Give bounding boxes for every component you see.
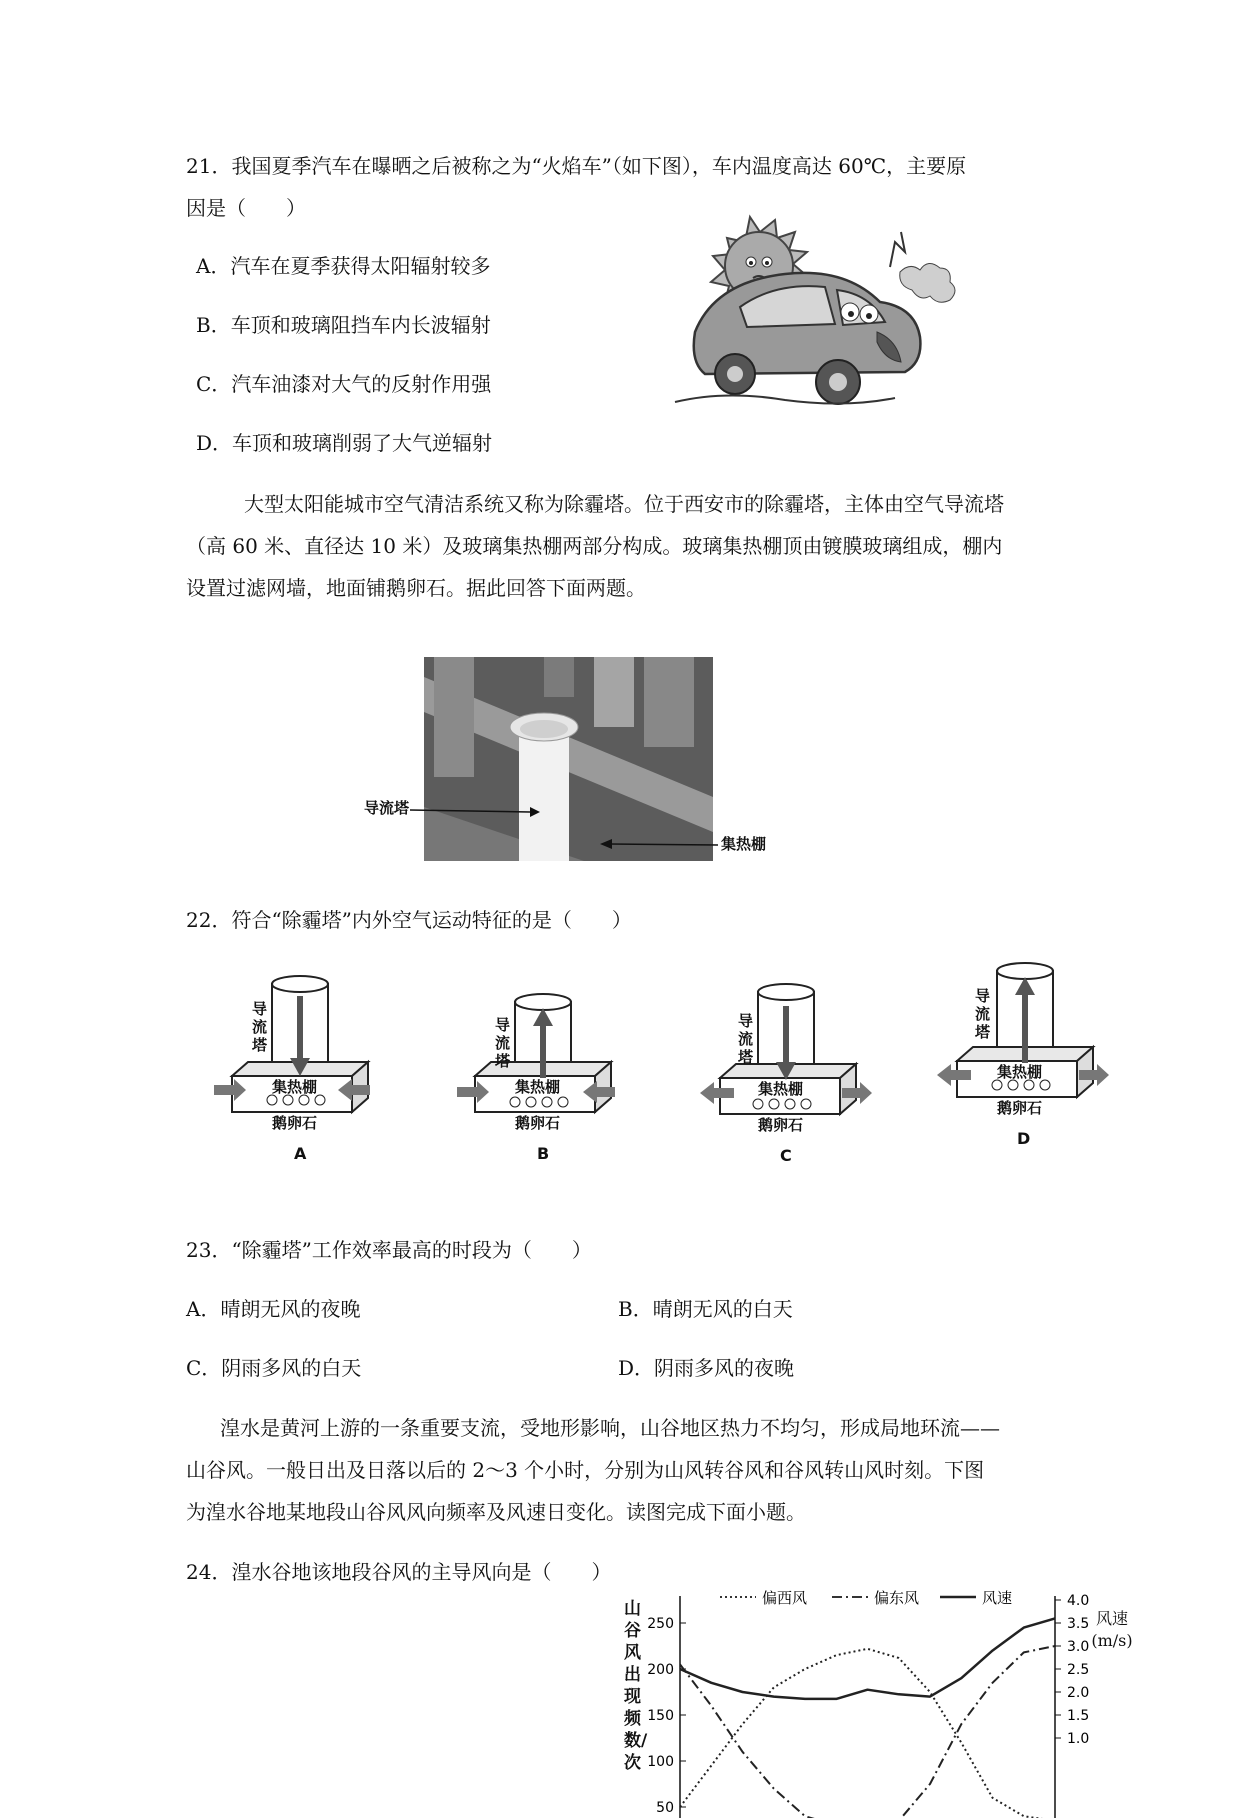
right-tick-label: 3.5 xyxy=(1067,1616,1090,1632)
q23-stem: 23．“除霾塔”工作效率最高的时段为（ ） xyxy=(186,1238,592,1262)
left-axis-label: 山谷风出现频数/次 xyxy=(624,1599,648,1773)
right-tick-label: 1.5 xyxy=(1067,1708,1090,1724)
diagram-c-tower-label: 导流塔 xyxy=(738,1012,754,1066)
diagram-d-letter: D xyxy=(1017,1129,1031,1148)
right-tick-label: 2.0 xyxy=(1067,1685,1090,1701)
q21-option-d: D．车顶和玻璃削弱了大气逆辐射 xyxy=(196,431,493,455)
diagram-a-letter: A xyxy=(294,1144,307,1163)
left-tick-label: 50 xyxy=(656,1800,674,1816)
left-tick-label: 200 xyxy=(647,1662,674,1678)
q22-diagram-c xyxy=(700,980,870,1180)
q21-stem-line1: 21．我国夏季汽车在曝晒之后被称之为“火焰车”（如下图），车内温度高达 60℃，主要原 xyxy=(186,154,967,178)
passage1-line1: 大型太阳能城市空气清洁系统又称为除霾塔。位于西安市的除霾塔，主体由空气导流塔 xyxy=(244,492,1004,516)
shed-label-arrow xyxy=(600,830,720,860)
passage1-line3: 设置过滤网墙，地面铺鹅卵石。据此回答下面两题。 xyxy=(186,576,646,600)
legend-speed: 风速 xyxy=(982,1589,1013,1607)
diagram-a-pebble-label: 鹅卵石 xyxy=(272,1114,318,1132)
q23-option-c: C．阴雨多风的白天 xyxy=(186,1356,362,1380)
diagram-b-shed-label: 集热棚 xyxy=(515,1078,561,1096)
diagram-b-pebble-label: 鹅卵石 xyxy=(515,1114,561,1132)
q21-option-b: B．车顶和玻璃阻挡车内长波辐射 xyxy=(196,313,491,337)
q23-option-b: B．晴朗无风的白天 xyxy=(618,1297,793,1321)
diagram-a-shed-label: 集热棚 xyxy=(272,1078,318,1096)
right-tick-label: 3.0 xyxy=(1067,1639,1090,1655)
q22-stem: 22．符合“除霾塔”内外空气运动特征的是（ ） xyxy=(186,908,632,932)
diagram-d-pebble-label: 鹅卵石 xyxy=(997,1099,1043,1117)
series-line-1 xyxy=(680,1649,1055,1818)
diagram-d-shed-label: 集热棚 xyxy=(997,1063,1043,1081)
series-line-3 xyxy=(680,1618,1055,1699)
legend-east: 偏东风 xyxy=(874,1589,920,1607)
legend-west: 偏西风 xyxy=(762,1589,808,1607)
diagram-d-tower-label: 导流塔 xyxy=(975,987,991,1041)
q23-option-d: D．阴雨多风的夜晚 xyxy=(618,1356,795,1380)
shed-label: 集热棚 xyxy=(721,835,767,853)
series-line-2 xyxy=(680,1646,1055,1818)
q21-option-a: A．汽车在夏季获得太阳辐射较多 xyxy=(196,254,491,278)
right-tick-label: 1.0 xyxy=(1067,1731,1090,1747)
diagram-c-pebble-label: 鹅卵石 xyxy=(758,1116,804,1134)
tower-label: 导流塔 xyxy=(364,799,410,817)
diagram-b-tower-label: 导流塔 xyxy=(495,1016,511,1070)
q21-option-c: C．汽车油漆对大气的反射作用强 xyxy=(196,372,492,396)
hot-car-illustration xyxy=(665,212,965,422)
passage1-line2: （高 60 米、直径达 10 米）及玻璃集热棚两部分构成。玻璃集热棚顶由镀膜玻璃组成，棚内 xyxy=(186,534,1003,558)
left-tick-label: 250 xyxy=(647,1616,674,1632)
passage2-line1: 湟水是黄河上游的一条重要支流，受地形影响，山谷地区热力不均匀，形成局地环流—— xyxy=(220,1416,1000,1440)
right-axis-label: 风速(m/s) xyxy=(1091,1609,1133,1650)
chart-legend xyxy=(720,1589,1012,1607)
q22-diagram-d xyxy=(935,965,1105,1165)
diagram-c-letter: C xyxy=(780,1146,792,1165)
passage2-line2: 山谷风。一般日出及日落以后的 2～3 个小时，分别为山风转谷风和谷风转山风时刻。下图 xyxy=(186,1458,985,1482)
valley-wind-chart xyxy=(620,1578,1140,1816)
passage2-line3: 为湟水谷地某地段山谷风风向频率及风速日变化。读图完成下面小题。 xyxy=(186,1500,806,1524)
right-tick-label: 2.5 xyxy=(1067,1662,1090,1678)
left-tick-label: 150 xyxy=(647,1708,674,1724)
q22-diagram-a xyxy=(210,980,380,1180)
q24-stem: 24．湟水谷地该地段谷风的主导风向是（ ） xyxy=(186,1560,612,1584)
diagram-a-tower-label: 导流塔 xyxy=(252,1000,268,1054)
q21-stem-line2: 因是（ ） xyxy=(186,196,306,220)
diagram-b-letter: B xyxy=(537,1144,550,1163)
left-tick-label: 100 xyxy=(647,1754,674,1770)
q23-option-a: A．晴朗无风的夜晚 xyxy=(186,1297,361,1321)
q22-diagram-b xyxy=(455,980,625,1180)
diagram-c-shed-label: 集热棚 xyxy=(758,1080,804,1098)
right-tick-label: 4.0 xyxy=(1067,1593,1090,1609)
